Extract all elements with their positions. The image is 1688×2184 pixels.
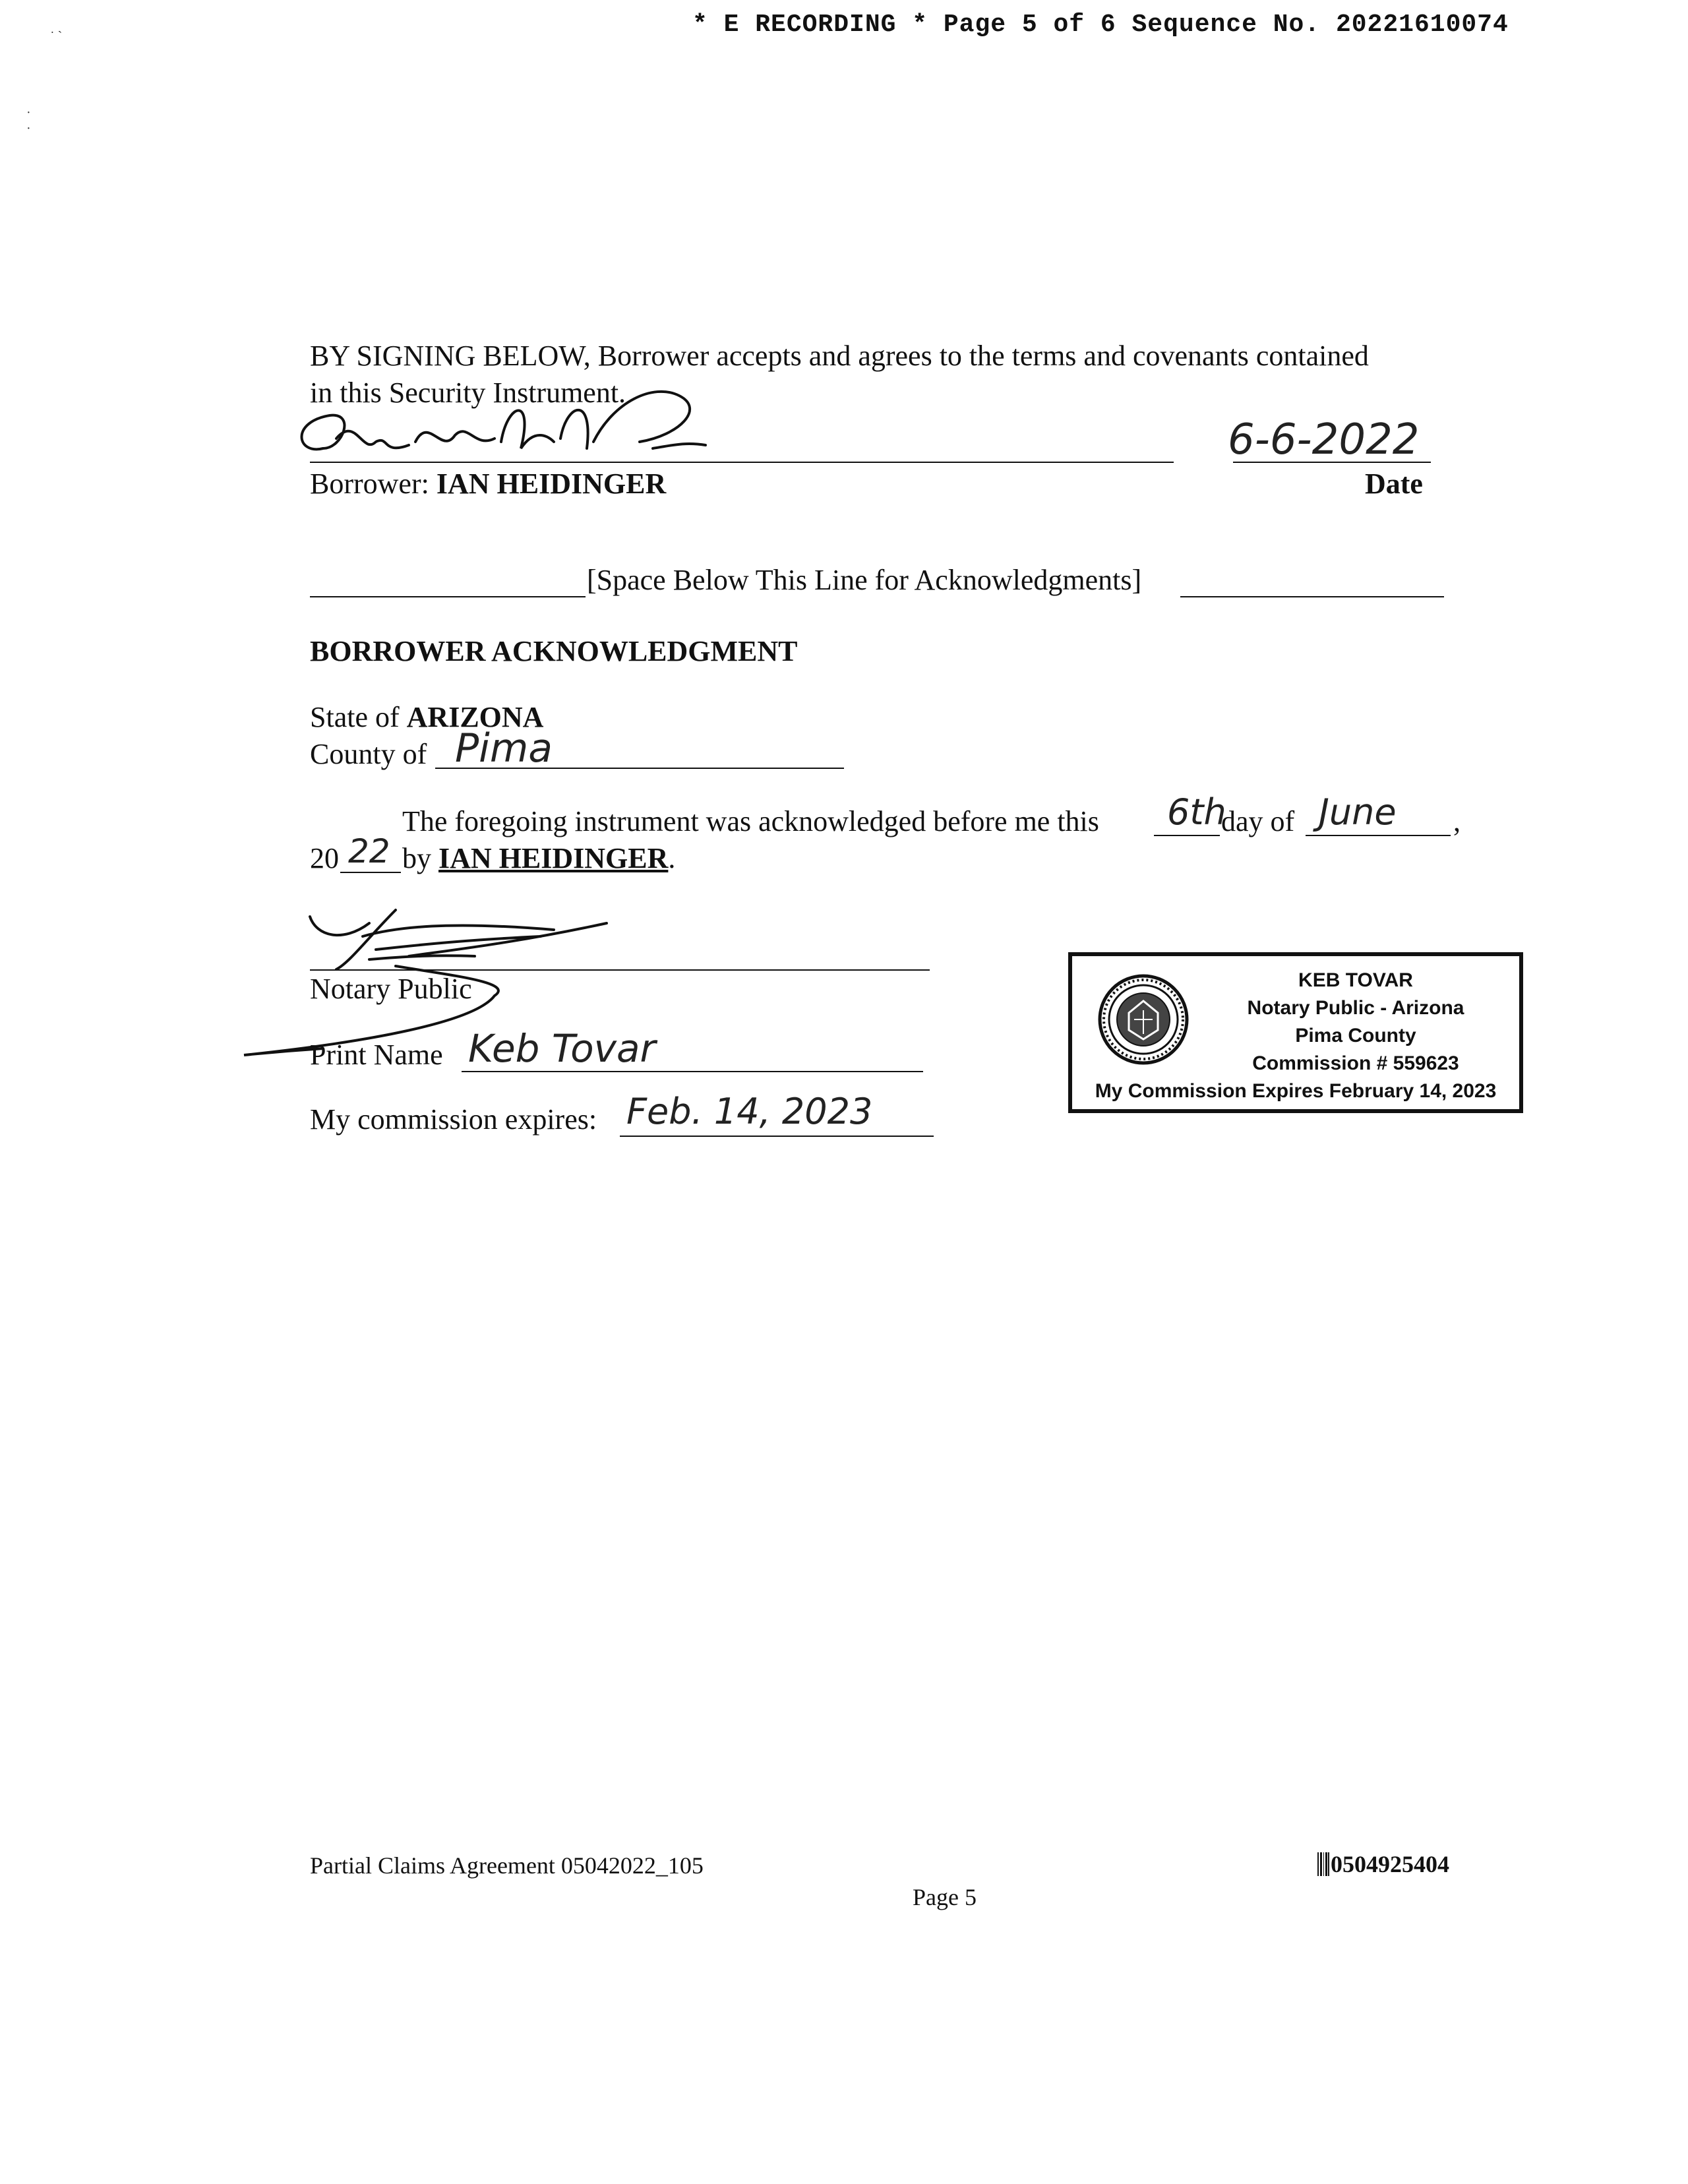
county-label: County of [310,738,427,770]
state-value: ARIZONA [406,701,544,733]
county-handwritten: Pima [455,725,553,772]
borrower-signature [284,376,771,475]
signer-line [402,840,675,877]
scan-speck: · [26,121,31,136]
sentence-period: . [668,842,676,874]
divider-line-right [1180,596,1444,597]
date-label: Date [1365,468,1423,500]
day-handwritten: 6th [1167,791,1226,833]
day-line [1154,835,1220,836]
footer-page-label: Page 5 [913,1884,977,1910]
borrower-line [310,466,666,502]
scan-speck: · [26,106,31,120]
recording-header: * E RECORDING * Page 5 of 6 Sequence No. 20221610074 [692,11,1509,39]
by-label: by [402,842,438,874]
footer-barcode [1317,1850,1449,1878]
print-name-line [462,1071,923,1072]
borrower-label: Borrower: [310,468,437,500]
commission-label: My commission expires: [310,1103,597,1136]
commission-line [620,1136,934,1137]
notary-stamp [1068,952,1523,1113]
barcode-number: 0504925404 [1331,1851,1449,1877]
acknowledgment-heading: BORROWER ACKNOWLEDGMENT [310,635,798,667]
month-handwritten: June [1319,791,1397,833]
borrower-name: IAN HEIDINGER [436,468,667,500]
scan-speck: ˙ ˋ [50,29,63,44]
year-line [340,872,401,873]
divider-text: [Space Below This Line for Acknowledgments] [587,564,1142,596]
date-handwritten: 6-6-2022 [1228,415,1420,464]
state-label: State of [310,701,407,733]
stamp-name: KEB TOVAR [1298,969,1413,991]
county-line [435,768,844,769]
borrower-signature-line [310,462,1174,463]
year-handwritten: 22 [348,832,390,870]
acknowledgment-sentence-part3: , [1453,805,1461,837]
signing-statement-line2: in this Security Instrument. [310,377,626,409]
signer-name: IAN HEIDINGER [438,842,669,874]
year-prefix: 20 [310,842,339,874]
print-name-handwritten: Keb Tovar [468,1026,656,1071]
barcode-icon [1317,1852,1329,1876]
notary-title-label: Notary Public [310,973,472,1005]
print-name-label: Print Name [310,1039,443,1071]
footer-document-id: Partial Claims Agreement 05042022_105 [310,1852,704,1879]
divider-line-left [310,596,586,597]
stamp-expiration: My Commission Expires February 14, 2023 [1095,1080,1497,1102]
acknowledgment-sentence-part1: The foregoing instrument was acknowledged before me this [402,805,1099,837]
month-line [1306,835,1451,836]
signing-statement-line1: BY SIGNING BELOW, Borrower accepts and agrees to the terms and covenants contained [310,340,1369,372]
stamp-county: Pima County [1295,1025,1416,1046]
commission-handwritten: Feb. 14, 2023 [626,1091,873,1132]
acknowledgment-sentence-part2: day of [1221,805,1295,837]
state-seal-icon [1097,973,1190,1066]
stamp-title: Notary Public - Arizona [1247,997,1464,1019]
stamp-commission-number: Commission # 559623 [1252,1052,1459,1074]
